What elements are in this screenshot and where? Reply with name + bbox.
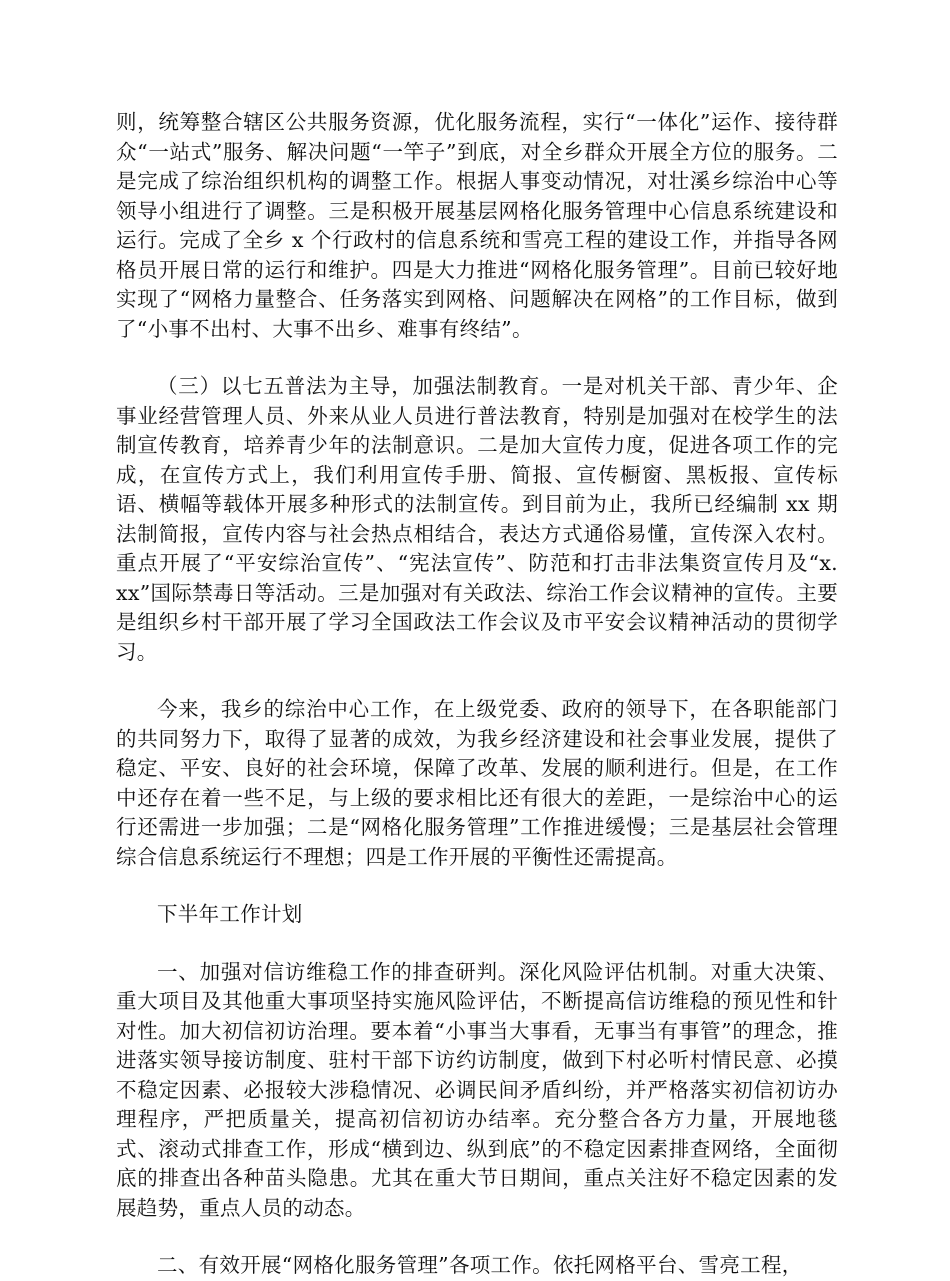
paragraph-plan-grid-management: 二、有效开展“网格化服务管理”各项工作。依托网格平台、雪亮工程，: [157, 1253, 803, 1277]
paragraph-summary-shortcomings: 今来，我乡的综治中心工作，在上级党委、政府的领导下，在各职能部门的共同努力下，取得了显著的成效，为我乡经济建设和社会事业发展，提供了稳定、平安、良好的社会环境，保障了改革、发展的顺利进行。但是，在工作中还存在着一些不足，与上级的要求相比还有很大的差距，一是综治中心的运行还需进一步加强；二是“网格化服务管理”工作推进缓慢；三是基层社会管理综合信息系统运行不理想；四是工作开展的平衡性还需提高。: [116, 697, 838, 869]
document-page: [116, 108, 838, 1281]
section-heading-plan: 下半年工作计划: [157, 902, 303, 926]
paragraph-plan-petition-stability: 一、加强对信访维稳工作的排查研判。深化风险评估机制。对重大决策、重大项目及其他重大事项坚持实施风险评估，不断提高信访维稳的预见性和针对性。加大初信初访治理。要本着“小事当大事看，无事当有事管”的理念，推进落实领导接访制度、驻村干部下访约访制度，做到下村必听村情民意、必摸不稳定因素、必报较大涉稳情况、必调民间矛盾纠纷，并严格落实初信初访办理程序，严把质量关，提高初信初访办结率。充分整合各方力量，开展地毯式、滚动式排查工作，形成“横到边、纵到底”的不稳定因素排查网络，全面彻底的排查出各种苗头隐患。尤其在重大节日期间，重点关注好不稳定因素的发展趋势，重点人员的动态。: [116, 959, 838, 1220]
paragraph-legal-education: （三）以七五普法为主导，加强法制教育。一是对机关干部、青少年、企事业经营管理人员、外来从业人员进行普法教育，特别是加强对在校学生的法制宣传教育，培养青少年的法制意识。二是加大宣传力度，促进各项工作的完成，在宣传方式上，我们利用宣传手册、简报、宣传橱窗、黑板报、宣传标语、横幅等载体开展多种形式的法制宣传。到目前为止，我所已经编制 xx 期法制简报，宣传内容与社会热点相结合，表达方式通俗易懂，宣传深入农村。重点开展了“平安综治宣传”、“宪法宣传”、防范和打击非法集资宣传月及“x. xx”国际禁毒日等活动。三是加强对有关政法、综治工作会议精神的宣传。主要是组织乡村干部开展了学习全国政法工作会议及市平安会议精神活动的贯彻学习。: [116, 374, 838, 664]
paragraph-service-integration: 则，统筹整合辖区公共服务资源，优化服务流程，实行“一体化”运作、接待群众“一站式”服务、解决问题“一竿子”到底，对全乡群众开展全方位的服务。二是完成了综治组织机构的调整工作。根据人事变动情况，对壮溪乡综治中心等领导小组进行了调整。三是积极开展基层网格化服务管理中心信息系统建设和运行。完成了全乡 x 个行政村的信息系统和雪亮工程的建设工作，并指导各网格员开展日常的运行和维护。四是大力推进“网格化服务管理”。目前已较好地实现了“网格力量整合、任务落实到网格、问题解决在网格”的工作目标，做到了“小事不出村、大事不出乡、难事有终结”。: [116, 110, 838, 341]
